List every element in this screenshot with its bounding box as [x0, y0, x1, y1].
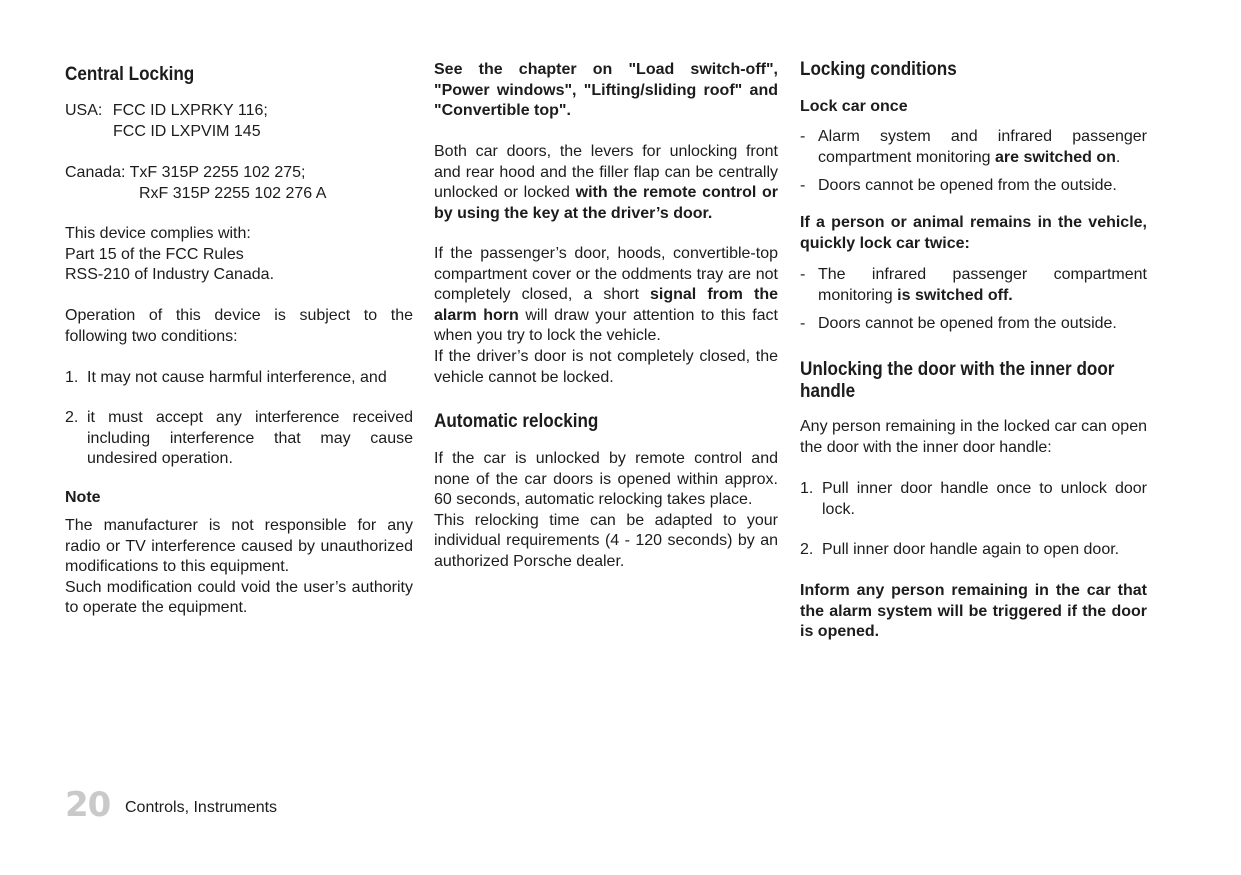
section-title: Controls, Instruments — [125, 799, 278, 816]
any-person-paragraph: Any person remaining in the locked car can open the door with the inner door handle: — [800, 418, 1147, 456]
unlocking-heading-line-2: handle — [800, 381, 856, 402]
canada-ids — [65, 163, 413, 204]
unlock-step-1 — [800, 479, 1147, 520]
complies-line-3: RSS-210 of Industry Canada. — [65, 266, 275, 284]
condition-text: It may not cause harmful interference, and — [87, 369, 387, 386]
passenger-door-block — [434, 244, 778, 388]
automatic-relocking-body — [434, 449, 778, 573]
condition-text: it must accept any interference received including interference that may cause undesired operation. — [87, 409, 413, 468]
complies-line-1: This device complies with: — [65, 225, 251, 242]
passenger-door-paragraph — [434, 244, 778, 347]
alarm-horn-emphasis: signal from the alarm horn — [434, 286, 778, 324]
dash-bullet: - — [800, 128, 806, 145]
condition-number: 1. — [65, 369, 79, 386]
condition-number: 2. — [65, 409, 79, 426]
usa-id-2: FCC ID LXPVIM 145 — [113, 122, 261, 140]
lock-once-item-2 — [800, 176, 1147, 197]
unlocking-heading — [800, 359, 1115, 403]
lock-once-item-1 — [800, 127, 1147, 168]
usa-label: USA: — [65, 102, 103, 119]
see-chapter-paragraph: See the chapter on "Load switch-off", "Power windows", "Lifting/sliding roof" and "Convertible top". — [434, 61, 778, 120]
usa-id-1: FCC ID LXPRKY 116; — [112, 102, 268, 119]
lock-twice-item-2 — [800, 314, 1147, 335]
step-text: Pull inner door handle once to unlock door lock. — [822, 480, 1147, 518]
passenger-door-text: If the passenger’s door, hoods, convertible-top compartment cover or the oddments tray are not completely closed, a short — [434, 245, 778, 304]
item-text: The infrared passenger compartment monitoring — [818, 266, 1147, 304]
locking-conditions-heading: Locking conditions — [800, 59, 957, 80]
dash-item-text: Doors cannot be opened from the outside. — [818, 315, 1117, 332]
note-paragraph-1: The manufacturer is not responsible for any radio or TV interference caused by unauthorized modifications to this equipment. — [65, 517, 413, 576]
unlock-step-2 — [800, 540, 1147, 561]
inform-warning: Inform any person remaining in the car that the alarm system will be triggered if the door is opened. — [800, 582, 1147, 641]
condition-item-2 — [65, 408, 413, 470]
driver-door-paragraph: If the driver’s door is not completely closed, the vehicle cannot be locked. — [434, 347, 778, 386]
step-number: 1. — [800, 480, 814, 497]
canada-id-1: TxF 315P 2255 102 275; — [129, 164, 306, 181]
usa-ids — [65, 101, 413, 142]
dash-item-text — [818, 127, 1147, 168]
dash-item-text: Doors cannot be opened from the outside. — [818, 177, 1117, 194]
complies-block — [65, 224, 413, 286]
note-body — [65, 516, 413, 619]
dash-bullet: - — [800, 266, 806, 283]
note-heading: Note — [65, 489, 101, 506]
page-footer — [65, 785, 278, 825]
both-doors-paragraph — [434, 142, 778, 224]
passenger-door-text-end: will draw your attention to this fact when you try to lock the vehicle. — [434, 306, 778, 345]
step-number: 2. — [800, 541, 814, 558]
auto-relock-paragraph-1: If the car is unlocked by remote control and none of the car doors is opened within approx. 60 seconds, automatic relocking takes place. — [434, 450, 778, 509]
operation-paragraph: Operation of this device is subject to the following two conditions: — [65, 307, 413, 345]
complies-line-2: Part 15 of the FCC Rules — [65, 245, 244, 263]
condition-item-1 — [65, 368, 413, 389]
item-emphasis: is switched off. — [897, 286, 1013, 304]
canada-id-2: RxF 315P 2255 102 276 A — [139, 184, 327, 202]
unlocking-heading-line-1: Unlocking the door with the inner door — [800, 359, 1115, 380]
item-emphasis: are switched on — [994, 148, 1116, 166]
lock-once-subheading: Lock car once — [800, 98, 908, 115]
auto-relock-paragraph-2: This relocking time can be adapted to your individual requirements (4 - 120 seconds) by an authorized Porsche dealer. — [434, 511, 778, 570]
dash-bullet: - — [800, 177, 806, 194]
lock-twice-item-1 — [800, 265, 1147, 306]
item-text-end: . — [1115, 148, 1121, 166]
step-text: Pull inner door handle again to open door. — [822, 541, 1120, 558]
page-number: 20 — [65, 785, 111, 825]
item-text: Alarm system and infrared passenger compartment monitoring — [818, 128, 1147, 166]
canada-label: Canada: — [65, 164, 126, 181]
both-doors-text: Both car doors, the levers for unlocking front and rear hood and the filler flap can be centrally unlocked or locked — [434, 143, 778, 202]
note-paragraph-2: Such modification could void the user’s authority to operate the equipment. — [65, 578, 413, 617]
dash-item-text — [818, 265, 1147, 306]
dash-bullet: - — [800, 315, 806, 332]
central-locking-heading: Central Locking — [65, 64, 195, 85]
automatic-relocking-heading: Automatic relocking — [434, 411, 599, 432]
both-doors-emphasis: with the remote control or by using the key at the driver’s door. — [434, 184, 779, 222]
person-animal-subheading: If a person or animal remains in the vehicle, quickly lock car twice: — [800, 214, 1147, 252]
